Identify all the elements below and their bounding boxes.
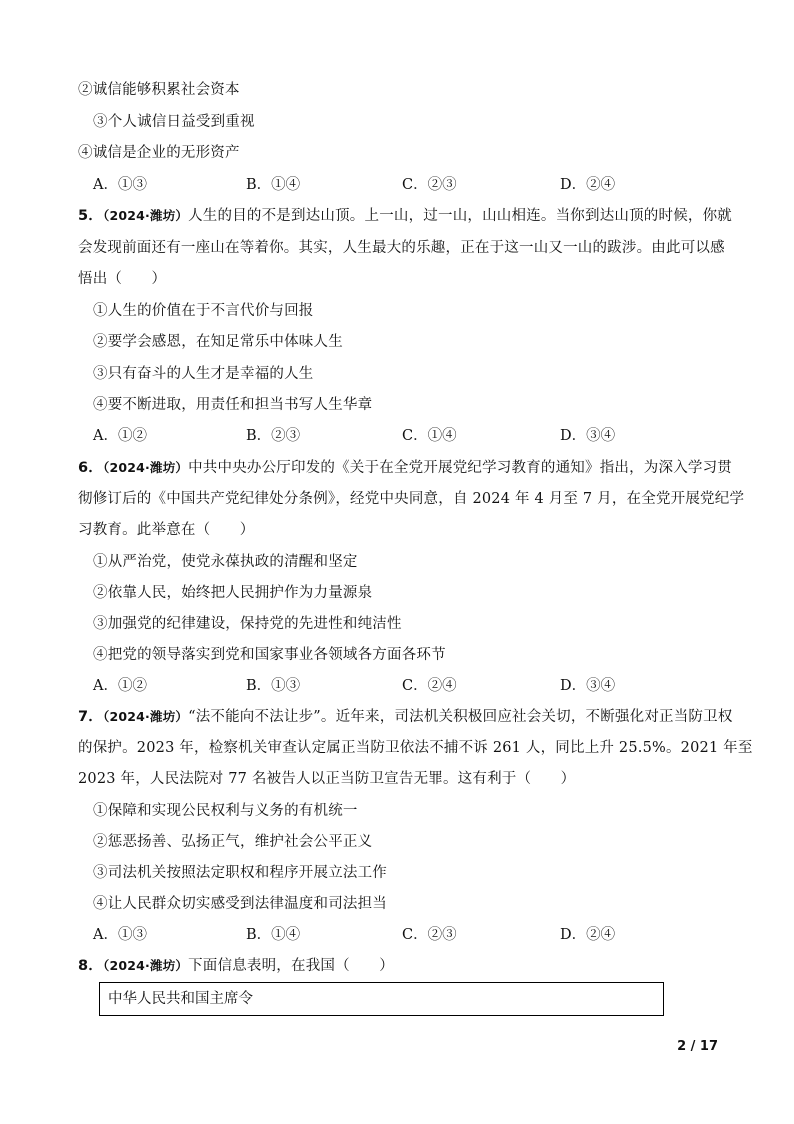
q7-stem-line-2: 的保护。2023 年，检察机关审查认定属正当防卫依法不捕不诉 261 人，同比上升 25.5%。2021 年至 — [78, 740, 753, 756]
q7-option-b: B．①④ — [246, 927, 301, 943]
prev-option-c: C．②③ — [402, 177, 457, 193]
q6-source: （2024·潍坊） — [103, 460, 189, 475]
q5-source: （2024·潍坊） — [103, 208, 189, 223]
prev-item-2: ②诚信能够积累社会资本 — [78, 82, 240, 98]
q5-option-a: A．①② — [93, 428, 147, 444]
q8-stem-line-1 — [78, 956, 394, 976]
q5-item-2: ②要学会感恩，在知足常乐中体味人生 — [93, 334, 343, 350]
q6-option-b: B．①③ — [246, 678, 301, 694]
q6-option-c: C．②④ — [402, 678, 457, 694]
q6-item-3: ③加强党的纪律建设，保持党的先进性和纯洁性 — [93, 616, 402, 632]
q6-item-1: ①从严治党，使党永葆执政的清醒和坚定 — [93, 554, 358, 570]
q5-item-3: ③只有奋斗的人生才是幸福的人生 — [93, 366, 314, 382]
prev-option-a: A．①③ — [93, 177, 147, 193]
q5-option-b: B．②③ — [246, 428, 301, 444]
q6-stem-line-1 — [78, 458, 732, 478]
prev-item-3: ③个人诚信日益受到重视 — [93, 114, 255, 130]
prev-option-d: D．②④ — [560, 177, 616, 193]
q8-box-text: 中华人民共和国主席令 — [108, 991, 253, 1007]
q5-item-1: ①人生的价值在于不言代价与回报 — [93, 303, 314, 319]
q6-stem-line-2: 彻修订后的《中国共产党纪律处分条例》，经党中央同意，自 2024 年 4 月至 7 月，在全党开展党纪学 — [78, 491, 745, 507]
q7-source: （2024·潍坊） — [103, 709, 189, 724]
q8-number: 8． — [78, 958, 103, 974]
q5-stem-line-1 — [78, 206, 732, 226]
q7-option-d: D．②④ — [560, 927, 616, 943]
q7-number: 7． — [78, 709, 103, 725]
q7-text-1: “法不能向不法让步”。近年来，司法机关积极回应社会关切，不断强化对正当防卫权 — [188, 709, 733, 725]
q7-item-4: ④让人民群众切实感受到法律温度和司法担当 — [93, 896, 387, 912]
prev-option-b: B．①④ — [246, 177, 301, 193]
q8-info-box — [99, 982, 664, 1016]
q6-option-d: D．③④ — [560, 678, 616, 694]
q6-item-2: ②依靠人民，始终把人民拥护作为力量源泉 — [93, 585, 373, 601]
q6-option-a: A．①② — [93, 678, 147, 694]
q7-item-3: ③司法机关按照法定职权和程序开展立法工作 — [93, 865, 387, 881]
q6-text-1: 中共中央办公厅印发的《关于在全党开展党纪学习教育的通知》指出，为深入学习贯 — [188, 460, 732, 476]
q5-stem-line-3: 悟出（ ） — [78, 271, 167, 287]
q5-option-c: C．①④ — [402, 428, 457, 444]
q8-source: （2024·潍坊） — [103, 958, 189, 973]
q5-option-d: D．③④ — [560, 428, 616, 444]
q5-item-4: ④要不断进取，用责任和担当书写人生华章 — [93, 397, 373, 413]
q7-stem-line-3: 2023 年，人民法院对 77 名被告人以正当防卫宣告无罪。这有利于（ ） — [78, 771, 576, 787]
q7-item-1: ①保障和实现公民权利与义务的有机统一 — [93, 803, 358, 819]
page-number: 2 / 17 — [677, 1039, 718, 1054]
q8-text-1: 下面信息表明，在我国（ ） — [188, 958, 394, 974]
q5-stem-line-2: 会发现前面还有一座山在等着你。其实，人生最大的乐趣，正在于这一山又一山的跋涉。由此可以感 — [78, 240, 725, 256]
q6-item-4: ④把党的领导落实到党和国家事业各领域各方面各环节 — [93, 647, 446, 663]
q7-option-a: A．①③ — [93, 927, 147, 943]
q6-stem-line-3: 习教育。此举意在（ ） — [78, 522, 255, 538]
q7-stem-line-1 — [78, 707, 733, 727]
q6-number: 6． — [78, 460, 103, 476]
q7-option-c: C．②③ — [402, 927, 457, 943]
q5-number: 5． — [78, 208, 103, 224]
prev-item-4: ④诚信是企业的无形资产 — [78, 145, 240, 161]
q7-item-2: ②惩恶扬善、弘扬正气，维护社会公平正义 — [93, 834, 373, 850]
q5-text-1: 人生的目的不是到达山顶。上一山，过一山，山山相连。当你到达山顶的时候，你就 — [188, 208, 732, 224]
